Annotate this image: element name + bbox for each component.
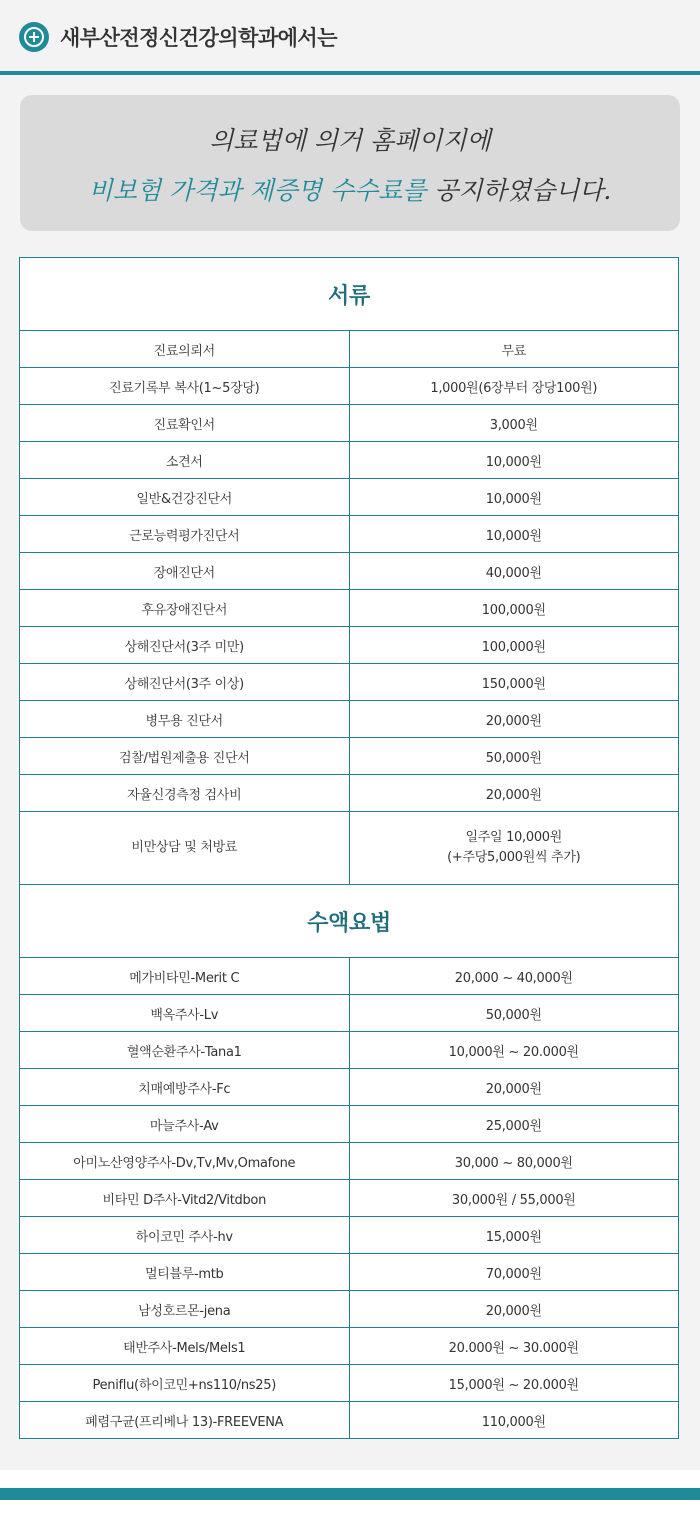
section-title: 수액요법 (20, 885, 679, 958)
item-name: 장애진단서 (20, 553, 350, 590)
item-name: 자율신경측정 검사비 (20, 775, 350, 812)
item-name: 마늘주사-Av (20, 1106, 350, 1143)
item-price: 30,000원 / 55,000원 (349, 1180, 679, 1217)
table-row (20, 958, 679, 995)
item-price-line-1: 일주일 10,000원 (465, 830, 563, 845)
table-row (20, 664, 679, 701)
item-price: 20,000 ~ 40,000원 (349, 958, 679, 995)
item-price: 100,000원 (349, 590, 679, 627)
item-price: 3,000원 (349, 405, 679, 442)
item-price: 40,000원 (349, 553, 679, 590)
item-name: 근로능력평가진단서 (20, 516, 350, 553)
item-price: 20,000원 (349, 1069, 679, 1106)
table-row (20, 479, 679, 516)
item-name: 비만상담 및 처방료 (20, 812, 350, 885)
item-price: 30,000 ~ 80,000원 (349, 1143, 679, 1180)
item-price: 무료 (349, 331, 679, 368)
fee-table (19, 257, 679, 1439)
item-name: 소견서 (20, 442, 350, 479)
table-row (20, 553, 679, 590)
item-name: 진료의뢰서 (20, 331, 350, 368)
table-row (20, 1291, 679, 1328)
item-price: 10,000원 (349, 516, 679, 553)
item-price: 15,000원 ~ 20.000원 (349, 1365, 679, 1402)
table-row (20, 516, 679, 553)
item-name: 상해진단서(3주 이상) (20, 664, 350, 701)
footer-bar (0, 1488, 700, 1500)
notice-highlight: 비보험 가격과 제증명 수수료를 (88, 176, 427, 205)
item-price: 100,000원 (349, 627, 679, 664)
table-row (20, 1328, 679, 1365)
item-name: 백옥주사-Lv (20, 995, 350, 1032)
item-name: 검찰/법원제출용 진단서 (20, 738, 350, 775)
item-price: 50,000원 (349, 995, 679, 1032)
item-name: 상해진단서(3주 미만) (20, 627, 350, 664)
table-row (20, 1106, 679, 1143)
table-row (20, 995, 679, 1032)
item-price: 20,000원 (349, 1291, 679, 1328)
section-header-row (20, 258, 679, 331)
item-name: 치매예방주사-Fc (20, 1069, 350, 1106)
table-row (20, 1217, 679, 1254)
page-title: 새부산전정신건강의학과에서는 (60, 26, 338, 50)
table-row (20, 775, 679, 812)
table-row (20, 1180, 679, 1217)
item-price: 15,000원 (349, 1217, 679, 1254)
page-header (0, 0, 700, 72)
table-row (20, 1402, 679, 1439)
table-row (20, 1143, 679, 1180)
notice-box (20, 95, 680, 231)
item-name: 혈액순환주사-Tana1 (20, 1032, 350, 1069)
table-row (20, 1069, 679, 1106)
plus-circle-icon (19, 22, 49, 52)
item-name: 후유장애진단서 (20, 590, 350, 627)
item-price: 20,000원 (349, 775, 679, 812)
item-price: 1,000원(6장부터 장당100원) (349, 368, 679, 405)
section-header-row (20, 885, 679, 958)
notice-line-1: 의료법에 의거 홈페이지에 (209, 126, 491, 155)
table-row (20, 1365, 679, 1402)
table-row (20, 627, 679, 664)
table-row (20, 1254, 679, 1291)
table-row (20, 368, 679, 405)
item-name: 폐렴구균(프리베나 13)-FREEVENA (20, 1402, 350, 1439)
item-price: 25,000원 (349, 1106, 679, 1143)
item-price: 70,000원 (349, 1254, 679, 1291)
item-price-line-2: (+주당5,000원씩 추가) (447, 850, 581, 865)
notice-rest: 공지하였습니다. (426, 176, 612, 205)
table-row (20, 405, 679, 442)
item-price: 20,000원 (349, 701, 679, 738)
item-name: 태반주사-Mels/Mels1 (20, 1328, 350, 1365)
item-price: 10,000원 ~ 20.000원 (349, 1032, 679, 1069)
item-name: 진료확인서 (20, 405, 350, 442)
table-row (20, 738, 679, 775)
table-row (20, 701, 679, 738)
table-row (20, 1032, 679, 1069)
item-price: 150,000원 (349, 664, 679, 701)
item-name: 하이코민 주사-hv (20, 1217, 350, 1254)
item-name: 병무용 진단서 (20, 701, 350, 738)
table-row (20, 442, 679, 479)
item-name: 남성호르몬-jena (20, 1291, 350, 1328)
notice-line-2 (20, 171, 680, 207)
item-name: 일반&건강진단서 (20, 479, 350, 516)
item-price: 50,000원 (349, 738, 679, 775)
item-price: 20.000원 ~ 30.000원 (349, 1328, 679, 1365)
item-price: 10,000원 (349, 442, 679, 479)
item-name: 멀티블루-mtb (20, 1254, 350, 1291)
table-row (20, 590, 679, 627)
item-name: 메가비타민-Merit C (20, 958, 350, 995)
table-row (20, 331, 679, 368)
table-row (20, 812, 679, 885)
item-name: 아미노산영양주사-Dv,Tv,Mv,Omafone (20, 1143, 350, 1180)
item-price: 10,000원 (349, 479, 679, 516)
item-name: 비타민 D주사-Vitd2/Vitdbon (20, 1180, 350, 1217)
item-price (349, 812, 679, 885)
section-title: 서류 (20, 258, 679, 331)
item-name: Peniflu(하이코민+ns110/ns25) (20, 1365, 350, 1402)
item-price: 110,000원 (349, 1402, 679, 1439)
item-name: 진료기록부 복사(1~5장당) (20, 368, 350, 405)
